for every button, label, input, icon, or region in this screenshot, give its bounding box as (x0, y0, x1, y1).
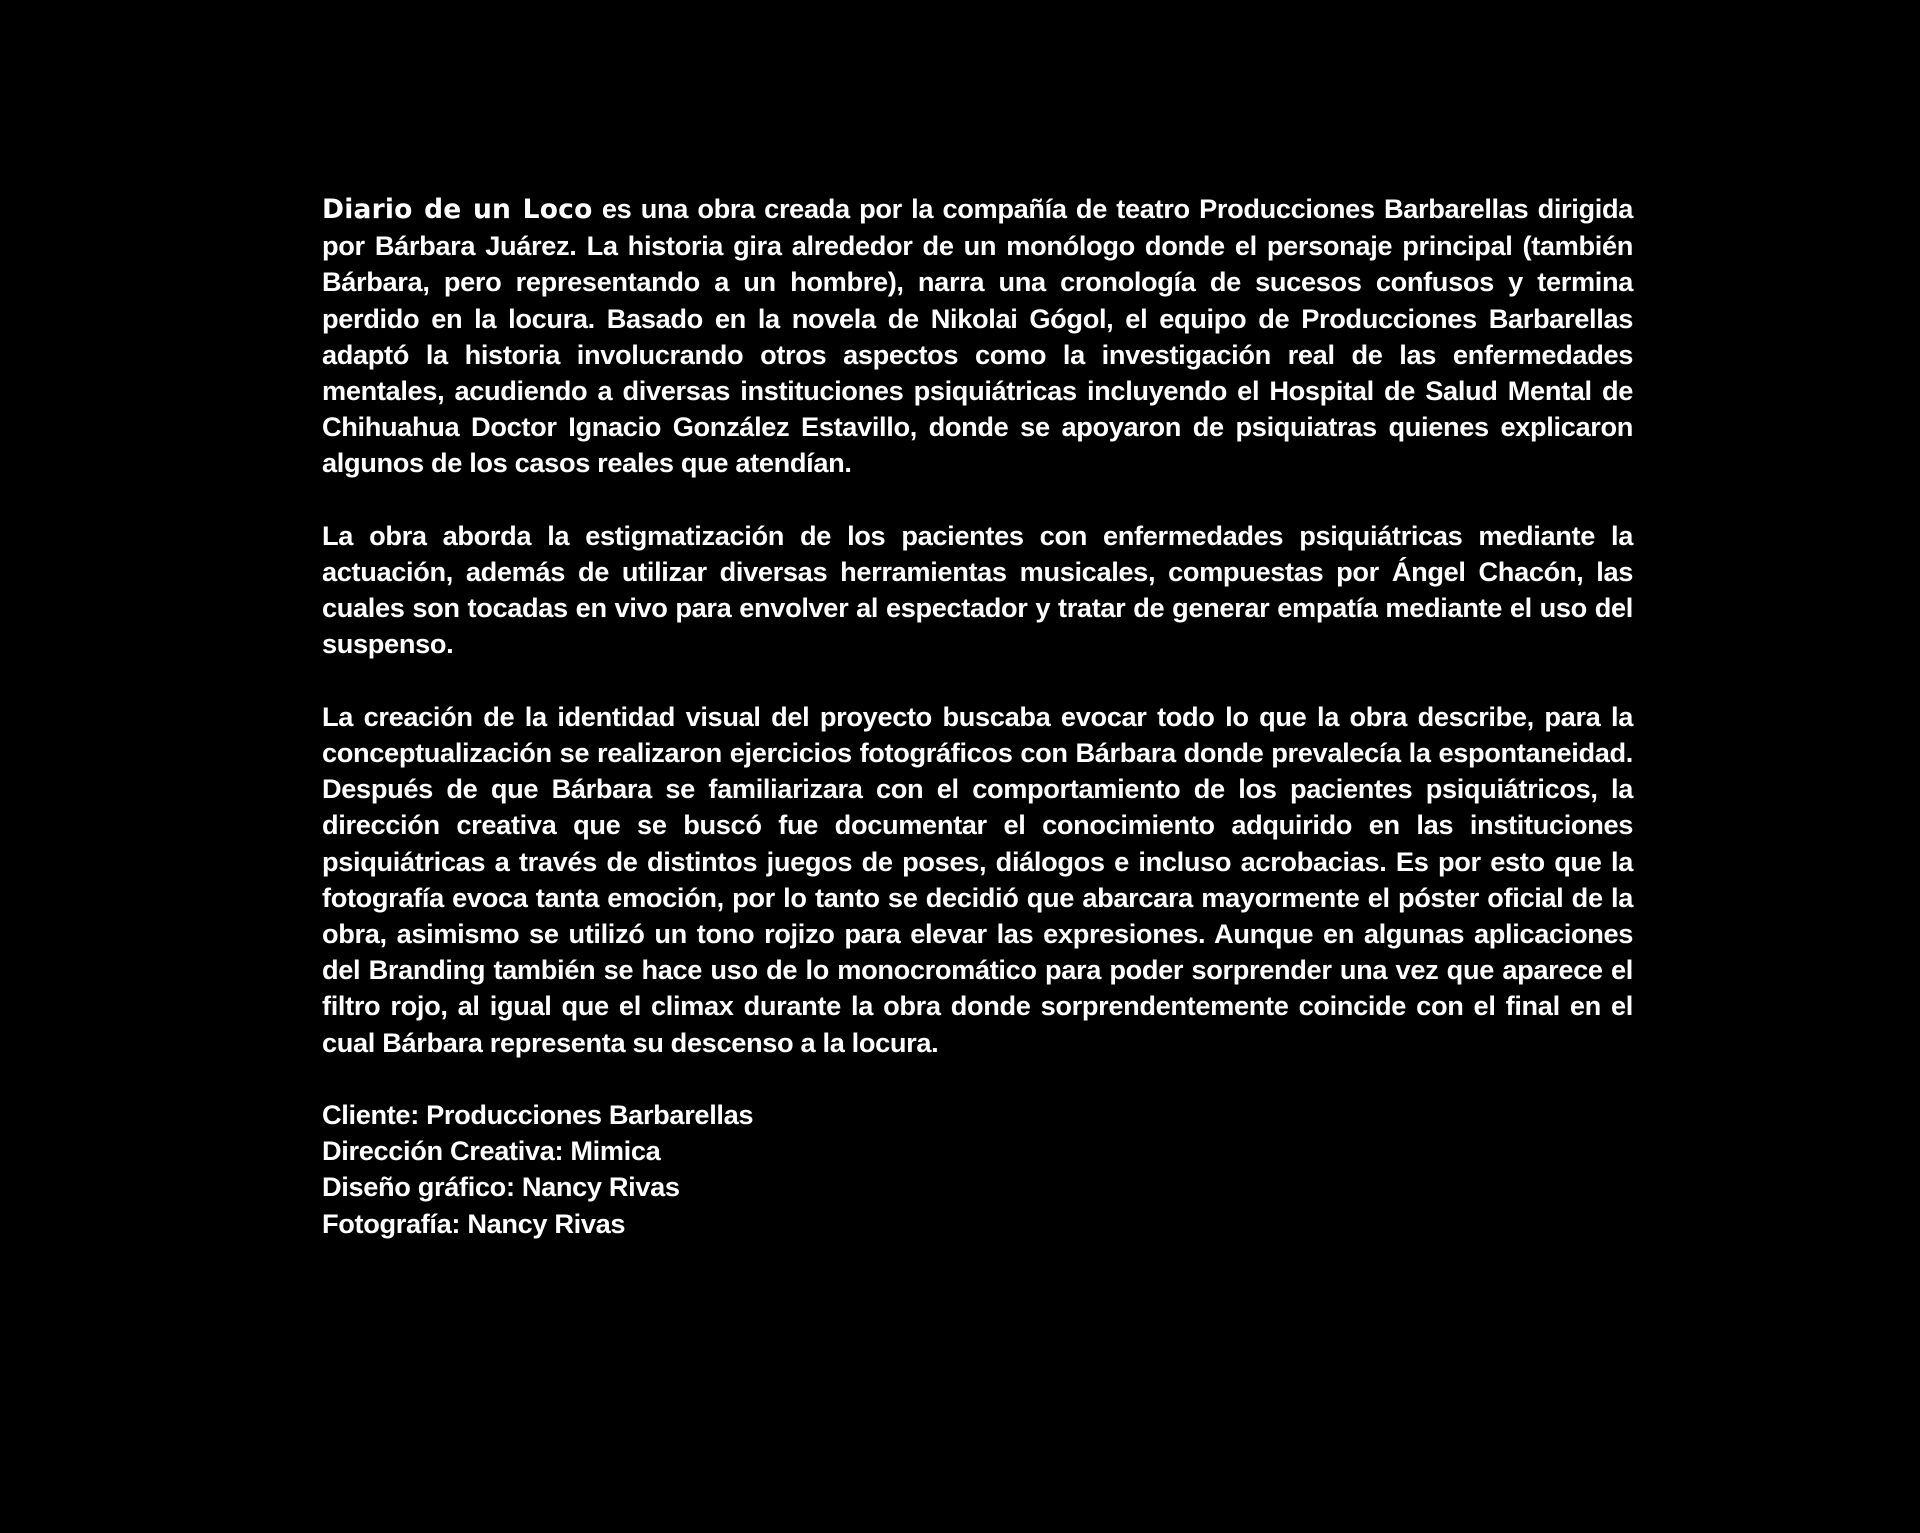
credit-creative-direction: Dirección Creativa: Mimica (322, 1135, 661, 1167)
intro-text: es una obra creada por la compañía de teatro Producciones Barbarellas dirigida por Bárbara Juárez. La historia gira alrededor de un monólogo donde el personaje principal (también Bárbara, pero representando a un hombre), narra una cronología de sucesos confusos y termina perdido en la locura. Basado en la novela de Nikolai Gógol, el equipo de Producciones Barbarellas adaptó la historia involucrando otros aspectos como la investigación real de las enfermedades mentales, acudiendo a diversas instituciones psiquiátricas incluyendo el Hospital de Salud Mental de Chihuahua Doctor Ignacio González Estavillo, donde se apoyaron de psiquiatras quienes explicaron algunos de los casos reales que atendían. (322, 193, 1633, 479)
project-description (322, 191, 1633, 1242)
credit-graphic-design: Diseño gráfico: Nancy Rivas (322, 1171, 680, 1203)
visual-identity-paragraph: La creación de la identidad visual del proyecto buscaba evocar todo lo que la obra describe, para la conceptualización se realizaron ejercicios fotográficos con Bárbara donde prevalecía la espontaneidad. Después de que Bárbara se familiarizara con el comportamiento de los pacientes psiquiátricos, la dirección creativa que se buscó fue documentar el conocimiento adquirido en las instituciones psiquiátricas a través de distintos juegos de poses, diálogos e incluso acrobacias. Es por esto que la fotografía evoca tanta emoción, por lo tanto se decidió que abarcara mayormente el póster oficial de la obra, asimismo se utilizó un tono rojizo para elevar las expresiones. Aunque en algunas aplicaciones del Branding también se hace uso de lo monocromático para poder sorprender una vez que aparece el filtro rojo, al igual que el climax durante la obra donde sorprendentemente coincide con el final en el cual Bárbara representa su descenso a la locura. (322, 700, 1633, 1058)
intro-paragraph (322, 191, 1633, 482)
credit-client: Cliente: Producciones Barbarellas (322, 1099, 754, 1131)
credit-photography: Fotografía: Nancy Rivas (322, 1207, 626, 1239)
credits-list (322, 1097, 1633, 1242)
work-title: Diario de un Loco (322, 194, 593, 225)
music-paragraph: La obra aborda la estigmatización de los pacientes con enfermedades psiquiátricas mediante la actuación, además de utilizar diversas herramientas musicales, compuestas por Ángel Chacón, las cuales son tocadas en vivo para envolver al espectador y tratar de generar empatía mediante el uso del suspenso. (322, 519, 1633, 660)
